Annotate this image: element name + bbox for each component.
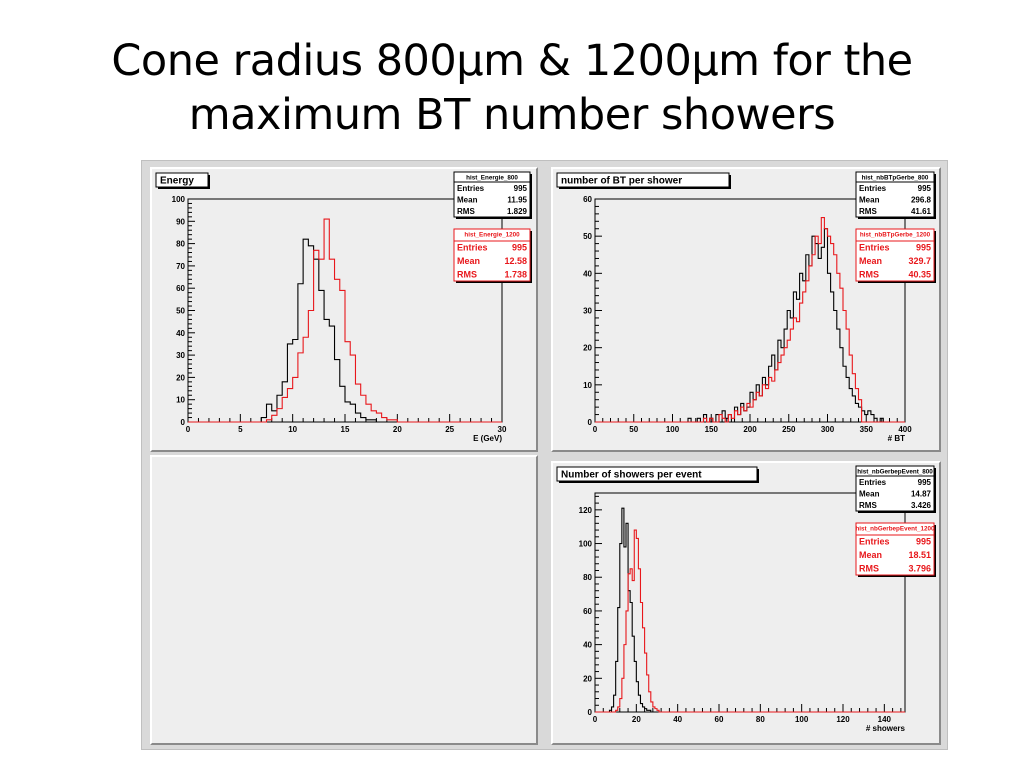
x-tick-label: 250 [782, 425, 796, 434]
y-tick-label: 20 [583, 343, 592, 353]
x-tick-label: 0 [592, 715, 598, 724]
stats-value: 995 [917, 477, 931, 487]
chart-title: number of BT per shower [561, 175, 683, 187]
x-tick-label: 400 [898, 425, 912, 434]
stats-box-name: hist_Energie_800 [466, 174, 518, 182]
y-tick-label: 0 [587, 418, 592, 427]
y-tick-label: 10 [176, 395, 185, 405]
stats-box-name: hist_nbBTpGerbe_1200 [859, 231, 931, 239]
x-tick-label: 200 [743, 425, 757, 434]
stats-label: Entries [859, 242, 890, 253]
x-tick-label: 140 [877, 715, 892, 724]
stats-label: Mean [457, 195, 478, 205]
stats-label: Entries [457, 183, 485, 193]
x-tick-label: 15 [340, 425, 350, 434]
stats-value: 12.58 [504, 256, 527, 266]
stats-box-800 [856, 172, 936, 219]
stats-label: Entries [859, 536, 890, 547]
stats-value: 1.738 [504, 269, 527, 280]
stats-box-name: hist_nbGerbepEvent_800 [857, 468, 933, 476]
root-canvas [141, 160, 948, 750]
y-tick-label: 0 [587, 708, 592, 717]
y-tick-label: 40 [176, 328, 185, 338]
slide-title-line-1: Cone radius 800µm & 1200µm for the [111, 36, 913, 86]
stats-value: 41.61 [910, 207, 931, 217]
y-tick-label: 100 [578, 539, 592, 549]
y-tick-label: 60 [176, 284, 185, 294]
stats-label: RMS [859, 207, 877, 217]
x-tick-label: 80 [755, 715, 765, 724]
stats-label: RMS [859, 501, 877, 511]
pad-showers-per-event [551, 461, 941, 745]
y-tick-label: 70 [176, 261, 185, 271]
x-tick-label: 100 [665, 425, 680, 434]
x-tick-label: 10 [288, 425, 298, 434]
stats-label: RMS [859, 563, 879, 574]
x-tick-label: 25 [445, 425, 455, 434]
x-tick-label: 40 [673, 715, 683, 724]
stats-value: 329.7 [908, 256, 931, 266]
chart-title-box [557, 467, 759, 483]
x-tick-label: 300 [820, 425, 835, 434]
slide-title [0, 34, 1024, 142]
x-tick-label: 0 [592, 425, 598, 434]
slide-title-line-2: maximum BT number showers [188, 90, 836, 140]
pad-bt-per-shower [551, 167, 941, 452]
y-tick-label: 50 [583, 232, 592, 242]
stats-box-1200 [856, 229, 936, 283]
stats-label: Mean [859, 550, 883, 560]
x-tick-label: 100 [794, 715, 809, 724]
chart-bt-per-shower [553, 169, 943, 454]
pad-empty [150, 455, 538, 745]
y-tick-label: 0 [180, 418, 185, 427]
stats-value: 995 [511, 242, 527, 253]
y-tick-label: 60 [583, 606, 592, 616]
stats-value: 995 [915, 536, 931, 547]
x-axis-title: E (GeV) [473, 434, 502, 443]
x-tick-label: 30 [497, 425, 507, 434]
x-tick-label: 120 [836, 715, 850, 724]
x-tick-label: 350 [859, 425, 873, 434]
stats-value: 1.829 [506, 207, 527, 217]
x-tick-label: 5 [238, 425, 243, 434]
stats-value: 18.51 [908, 550, 931, 560]
stats-value: 3.796 [908, 563, 931, 574]
y-tick-label: 30 [176, 351, 185, 361]
stats-label: RMS [457, 269, 477, 280]
stats-value: 40.35 [908, 269, 931, 280]
y-tick-label: 60 [583, 195, 592, 204]
y-tick-label: 30 [583, 306, 592, 316]
stats-label: Entries [859, 477, 887, 487]
y-tick-label: 50 [176, 306, 185, 316]
y-tick-label: 40 [583, 269, 592, 279]
stats-box-1200 [454, 229, 532, 283]
y-tick-label: 80 [176, 239, 185, 249]
y-tick-label: 20 [176, 373, 185, 383]
stats-label: Entries [859, 183, 887, 193]
stats-label: Mean [859, 195, 880, 205]
stats-box-1200 [855, 523, 936, 577]
x-tick-label: 150 [704, 425, 718, 434]
stats-box-800 [454, 172, 532, 219]
chart-title-box [156, 173, 210, 189]
stats-value: 3.426 [910, 501, 931, 511]
stats-box-name: hist_Energie_1200 [464, 231, 520, 239]
stats-label: RMS [859, 269, 879, 280]
stats-value: 995 [513, 183, 527, 193]
chart-title: Number of showers per event [561, 469, 702, 481]
chart-title-box [557, 173, 731, 189]
y-tick-label: 20 [583, 674, 592, 684]
y-tick-label: 90 [176, 217, 185, 227]
stats-box-800 [856, 466, 936, 513]
x-tick-label: 0 [185, 425, 191, 434]
x-tick-label: 60 [714, 715, 724, 724]
stats-label: Mean [859, 256, 883, 266]
x-tick-label: 50 [629, 425, 639, 434]
y-tick-label: 100 [171, 195, 185, 204]
y-tick-label: 10 [583, 380, 592, 390]
stats-value: 14.87 [910, 489, 931, 499]
y-tick-label: 40 [583, 640, 592, 650]
x-axis-title: # BT [887, 434, 905, 443]
stats-box-name: hist_nbBTpGerbe_800 [861, 174, 929, 182]
stats-box-name: hist_nbGerbepEvent_1200 [855, 525, 935, 533]
stats-value: 11.95 [507, 195, 527, 205]
pad-energy [150, 167, 538, 452]
stats-label: Mean [457, 256, 481, 266]
stats-value: 995 [917, 183, 931, 193]
chart-title: Energy [160, 175, 194, 187]
y-tick-label: 120 [578, 505, 592, 515]
stats-label: Mean [859, 489, 880, 499]
x-axis-title: # showers [865, 724, 905, 733]
chart-energy [152, 169, 540, 454]
stats-value: 995 [915, 242, 931, 253]
stats-value: 296.8 [910, 195, 931, 205]
stats-label: RMS [457, 207, 475, 217]
stats-label: Entries [457, 242, 488, 253]
y-tick-label: 80 [583, 573, 592, 583]
x-tick-label: 20 [392, 425, 402, 434]
x-tick-label: 20 [631, 715, 641, 724]
chart-showers-per-event [553, 463, 943, 747]
